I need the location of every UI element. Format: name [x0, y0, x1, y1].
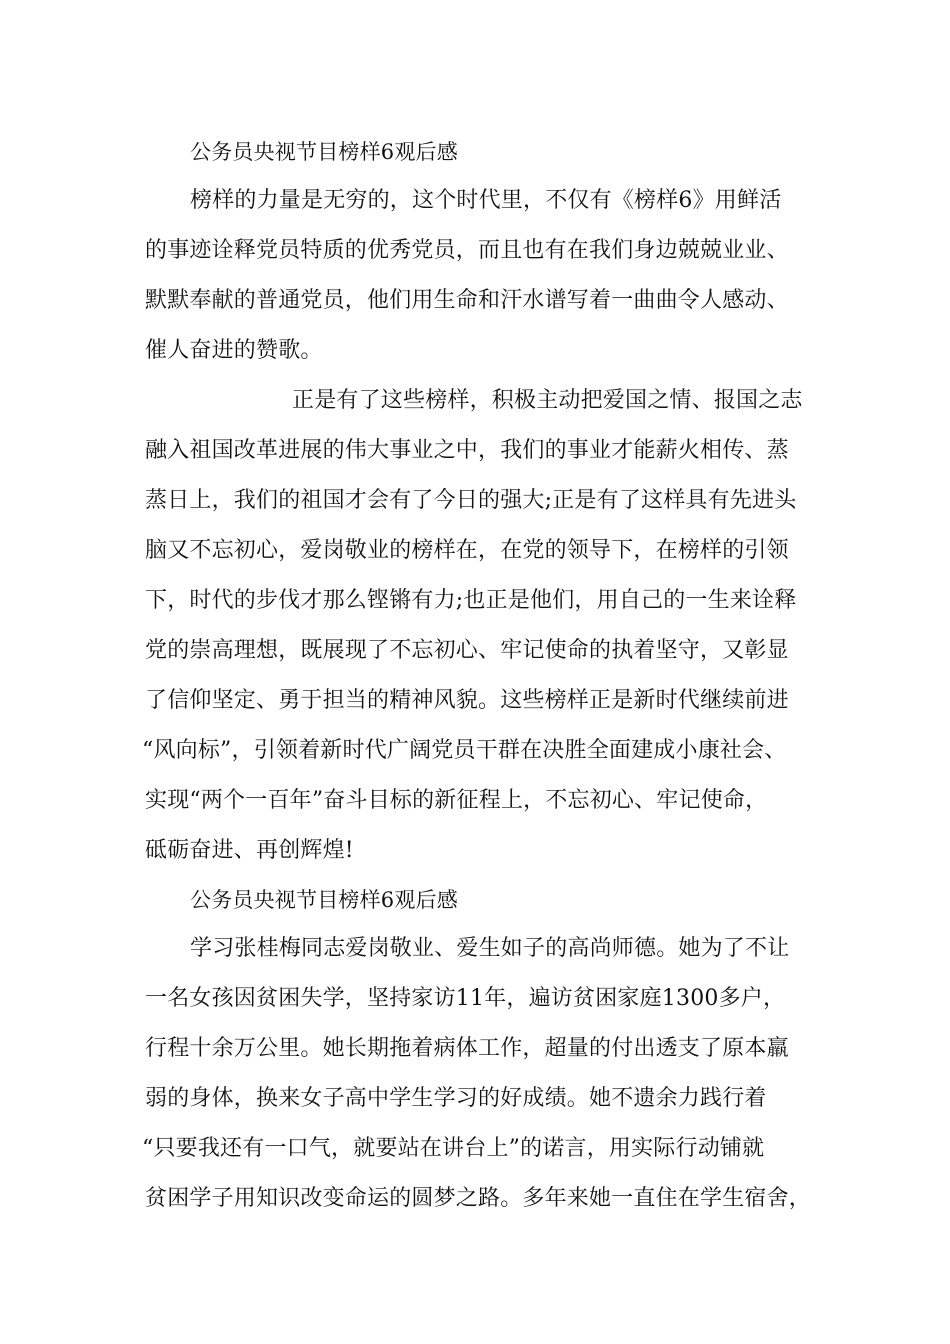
paragraph-line: 学习张桂梅同志爱岗敬业、爱生如子的高尚师德。她为了不让 [190, 936, 790, 961]
paragraph-line: 的事迹诠释党员特质的优秀党员，而且也有在我们身边兢兢业业、 [145, 238, 789, 263]
paragraph-line: 实现“两个一百年”奋斗目标的新征程上，不忘初心、牢记使命， [145, 788, 768, 813]
paragraph-line: 融入祖国改革进展的伟大事业之中，我们的事业才能薪火相传、蒸 [145, 438, 789, 463]
paragraph-line: 下，时代的步伐才那么铿锵有力;也正是他们，用自己的一生来诠释 [145, 588, 797, 613]
paragraph-line: 贫困学子用知识改变命运的圆梦之路。多年来她一直住在学生宿舍， [145, 1186, 812, 1211]
paragraph-line: 默默奉献的普通党员，他们用生命和汗水谱写着一曲曲令人感动、 [145, 288, 789, 313]
paragraph-line: 砥砺奋进、再创辉煌! [145, 838, 354, 863]
paragraph-line: 催人奋进的赞歌。 [145, 338, 323, 363]
paragraph-line: 榜样的力量是无穷的，这个时代里，不仅有《榜样6》用鲜活 [190, 188, 782, 213]
paragraph-line: “只要我还有一口气，就要站在讲台上”的诺言，用实际行动铺就 [142, 1136, 765, 1161]
paragraph-line: 弱的身体，换来女子高中学生学习的好成绩。她不遗余力践行着 [145, 1086, 767, 1111]
paragraph-line: 党的崇高理想，既展现了不忘初心、牢记使命的执着坚守，又彰显 [145, 638, 789, 663]
paragraph-line: “风向标”，引领着新时代广阔党员干群在决胜全面建成小康社会、 [142, 738, 787, 763]
section-title: 公务员央视节目榜样6观后感 [190, 888, 458, 912]
section-title: 公务员央视节目榜样6观后感 [190, 140, 458, 164]
paragraph-line: 了信仰坚定、勇于担当的精神风貌。这些榜样正是新时代继续前进 [145, 688, 789, 713]
paragraph-line: 一名女孩因贫困失学，坚持家访11年，遍访贫困家庭1300多户， [145, 986, 786, 1011]
paragraph-line: 行程十余万公里。她长期拖着病体工作，超量的付出透支了原本羸 [145, 1036, 789, 1061]
paragraph-line: 正是有了这些榜样，积极主动把爱国之情、报国之志 [292, 388, 803, 413]
paragraph-line: 蒸日上，我们的祖国才会有了今日的强大;正是有了这样具有先进头 [145, 488, 797, 513]
paragraph-line: 脑又不忘初心，爱岗敬业的榜样在，在党的领导下，在榜样的引领 [145, 538, 789, 563]
